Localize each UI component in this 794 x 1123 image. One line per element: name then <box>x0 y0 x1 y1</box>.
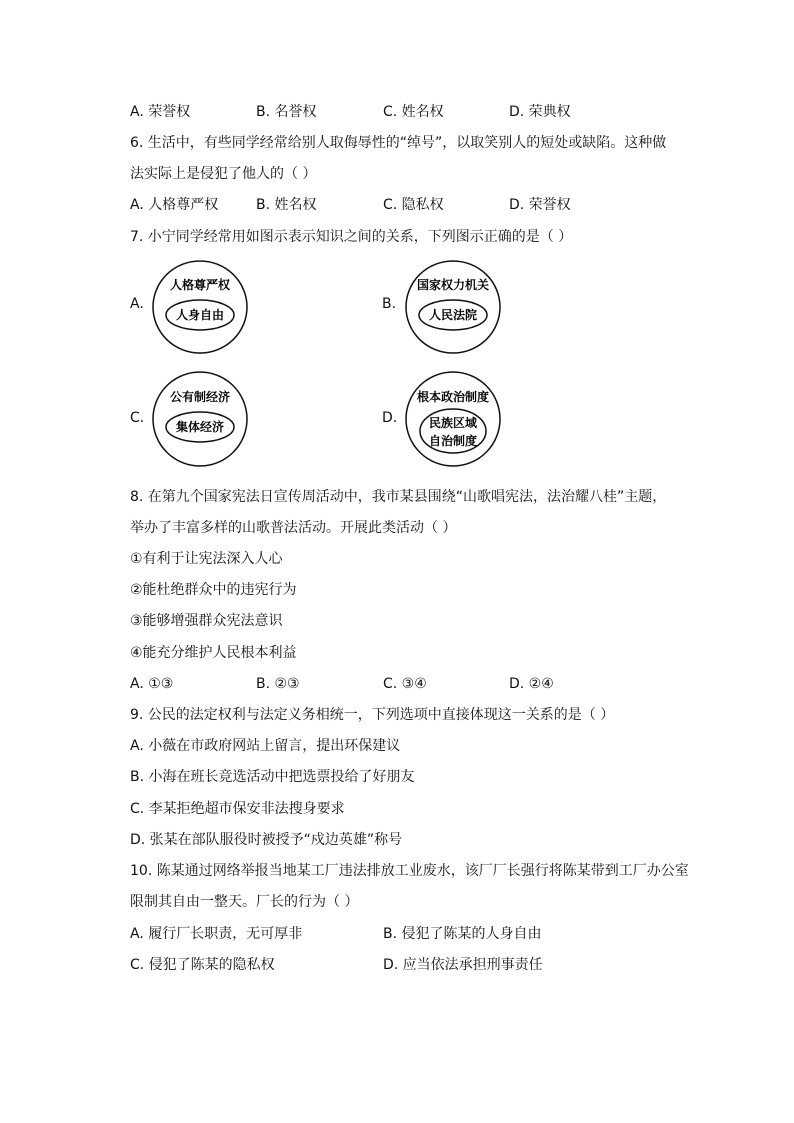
q7-diagram-a-inner-label: 人身自由 <box>175 308 225 322</box>
q8-option-b: B. ②③ <box>256 676 300 692</box>
q9-option-a: A. 小薇在市政府网站上留言，提出环保建议 <box>130 738 401 754</box>
q7-diagram-b <box>403 258 503 356</box>
q6-option-b: B. 姓名权 <box>256 197 317 213</box>
q7-diagram-d-letter: D. <box>382 410 398 426</box>
q8-option-c: C. ③④ <box>383 676 427 692</box>
q5-option-d: D. 荣典权 <box>509 104 571 120</box>
q10-option-a: A. 履行厂长职责，无可厚非 <box>130 926 303 942</box>
q9-option-b: B. 小海在班长竞选活动中把选票投给了好朋友 <box>130 769 415 785</box>
q10-option-d: D. 应当依法承担刑事责任 <box>383 957 543 973</box>
q7-diagram-a <box>150 258 250 356</box>
q10-stem-line1: 10. 陈某通过网络举报当地某工厂违法排放工业废水，该厂厂长强行将陈某带到工厂办公室 <box>130 863 689 879</box>
q8-option-d: D. ②④ <box>509 676 554 692</box>
q9-option-c: C. 李某拒绝超市保安非法搜身要求 <box>130 801 345 817</box>
q6-stem-line1: 6. 生活中，有些同学经常给别人取侮辱性的“绰号”，以取笑别人的短处或缺陷。这种做 <box>130 135 667 151</box>
q7-diagram-b-outer-label: 国家权力机关 <box>416 278 490 292</box>
q7-diagram-d-outer-label: 根本政治制度 <box>416 390 490 404</box>
q7-diagram-d-inner-label-1: 民族区域 <box>428 416 478 430</box>
outer-circle <box>406 261 500 353</box>
q6-option-d: D. 荣誉权 <box>509 197 571 213</box>
outer-circle <box>153 372 247 466</box>
q6-option-a: A. 人格尊严权 <box>130 197 219 213</box>
q7-diagram-d <box>403 369 503 469</box>
q7-diagram-c-letter: C. <box>130 410 145 426</box>
q7-diagram-a-letter: A. <box>130 296 144 312</box>
q6-stem-line2: 法实际上是侵犯了他人的（ ） <box>130 166 317 182</box>
outer-circle <box>153 261 247 353</box>
q7-diagram-d-inner-label-2: 自治制度 <box>428 434 478 448</box>
q8-item-4: ④能充分维护人民根本利益 <box>130 645 297 661</box>
q8-item-1: ①有利于让宪法深入人心 <box>130 551 283 567</box>
q7-diagram-a-outer-label: 人格尊严权 <box>169 278 231 292</box>
q5-option-b: B. 名誉权 <box>256 104 317 120</box>
q8-stem-line1: 8. 在第九个国家宪法日宣传周活动中，我市某县围绕“山歌唱宪法，法治耀八桂”主题， <box>130 489 667 505</box>
q8-item-3: ③能够增强群众宪法意识 <box>130 613 283 629</box>
q8-option-a: A. ①③ <box>130 676 174 692</box>
q10-stem-line2: 限制其自由一整天。厂长的行为（ ） <box>130 894 359 910</box>
q9-stem: 9. 公民的法定权利与法定义务相统一，下列选项中直接体现这一关系的是（ ） <box>130 707 615 723</box>
q7-diagram-c-inner-label: 集体经济 <box>175 420 225 434</box>
q8-item-2: ②能杜绝群众中的违宪行为 <box>130 582 297 598</box>
q5-option-a: A. 荣誉权 <box>130 104 191 120</box>
q10-option-b: B. 侵犯了陈某的人身自由 <box>383 926 542 942</box>
q9-option-d: D. 张某在部队服役时被授予“戍边英雄”称号 <box>130 832 403 848</box>
q7-diagram-b-inner-label: 人民法院 <box>428 308 478 322</box>
q7-diagram-c-outer-label: 公有制经济 <box>169 390 231 404</box>
q5-option-c: C. 姓名权 <box>383 104 444 120</box>
q8-stem-line2: 举办了丰富多样的山歌普法活动。开展此类活动（ ） <box>130 520 457 536</box>
q6-option-c: C. 隐私权 <box>383 197 444 213</box>
q7-diagram-c <box>150 369 250 469</box>
q7-diagram-b-letter: B. <box>382 296 397 312</box>
q10-option-c: C. 侵犯了陈某的隐私权 <box>130 957 275 973</box>
q7-stem: 7. 小宁同学经常用如图示表示知识之间的关系，下列图示正确的是（ ） <box>130 229 573 245</box>
